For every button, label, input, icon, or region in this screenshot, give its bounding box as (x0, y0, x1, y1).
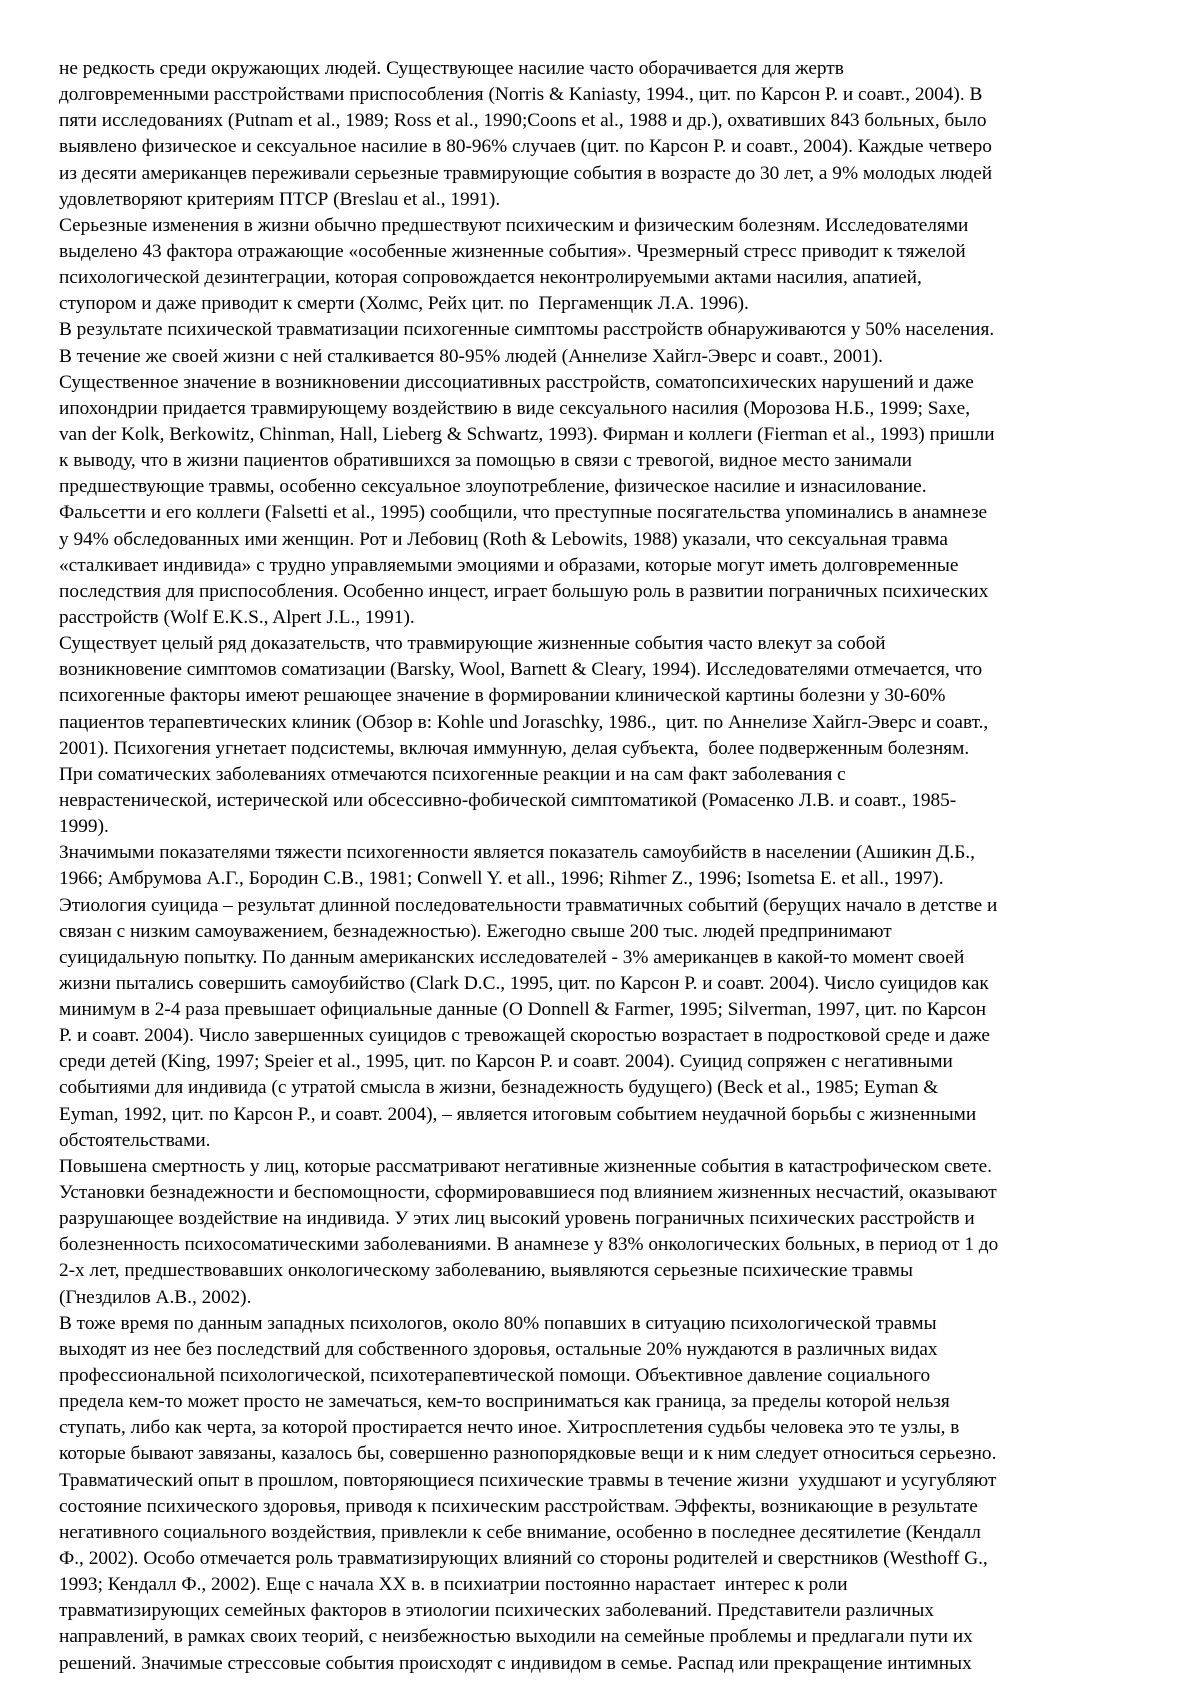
text-line: к выводу, что в жизни пациентов обратившихся за помощью в связи с тревогой, видное место занимали (59, 450, 912, 472)
text-line: ступать, либо как черта, за которой простирается нечто иное. Хитросплетения судьбы человека это те узлы, в (59, 1417, 960, 1439)
text-line: Значимыми показателями тяжести психогенности является показатель самоубийств в населении (Ашикин Д.Б., (59, 842, 975, 864)
text-line: среди детей (King, 1997; Speier et al., 1995, цит. по Карсон Р. и соавт. 2004). Суицид сопряжен с негативными (59, 1051, 953, 1073)
text-line: направлений, в рамках своих теорий, с неизбежностью выходили на семейные проблемы и предлагали пути их (59, 1626, 973, 1648)
text-line: болезненность психосоматическими заболеваниями. В анамнезе у 83% онкологических больных, в период от 1 до (59, 1234, 999, 1256)
text-line: долговременными расстройствами приспособления (Norris & Kaniasty, 1994., цит. по Карсон Р. и соавт., 2004). В (59, 84, 983, 106)
text-line: В течение же своей жизни с ней сталкивается 80-95% людей (Аннелизе Хайгл-Эверс и соавт., 2001). (59, 345, 883, 367)
text-line: «сталкивает индивида» с трудно управляемыми эмоциями и образами, которые могут иметь долговременные (59, 554, 959, 576)
text-line: суицидальную попытку. По данным американских исследователей - 3% американцев в какой-то момент своей (59, 946, 965, 968)
text-line: 2-х лет, предшествовавших онкологическому заболеванию, выявляются серьезные психические травмы (59, 1260, 913, 1282)
text-line: 1999). (59, 816, 109, 838)
text-line: психогенные факторы имеют решающее значение в формировании клинической картины болезни у 30-60% (59, 685, 946, 707)
text-line: травматизирующих семейных факторов в этиологии психических заболеваний. Представители различных (59, 1600, 934, 1622)
text-line: возникновение симптомов соматизации (Barsky, Wool, Barnett & Cleary, 1994). Исследователями отмечается, что (59, 659, 983, 681)
text-line: Существует целый ряд доказательств, что травмирующие жизненные события часто влекут за собой (59, 633, 886, 655)
text-line: неврастенической, истерической или обсессивно-фобической симптоматикой (Ромасенко Л.В. и соавт., 1985- (59, 789, 957, 811)
text-line: Р. и соавт. 2004). Число завершенных суицидов с тревожащей скоростью возрастает в подростковой среде и даже (59, 1025, 990, 1047)
text-line: предела кем-то может просто не замечаться, кем-то восприниматься как граница, за пределы которой нельзя (59, 1391, 950, 1413)
text-line: решений. Значимые стрессовые события происходят с индивидом в семье. Распад или прекращение интимных (59, 1652, 972, 1674)
text-line: событиями для индивида (с утратой смысла в жизни, безнадежность будущего) (Beck et al., 1985; Eyman & (59, 1077, 939, 1099)
text-line: связан с низким самоуважением, безнадежностью). Ежегодно свыше 200 тыс. людей предпринимают (59, 920, 892, 942)
text-line: выявлено физическое и сексуальное насилие в 80-96% случаев (цит. по Карсон Р. и соавт., 2004). Каждые четверо (59, 136, 992, 158)
text-line: пациентов терапевтических клиник (Обзор в: Kohle und Joraschky, 1986., цит. по Аннелизе Хайгл-Эверс и соавт., (59, 711, 989, 733)
text-line: выделено 43 фактора отражающие «особенные жизненные события». Чрезмерный стресс приводит к тяжелой (59, 240, 966, 262)
text-line: В тоже время по данным западных психологов, около 80% попавших в ситуацию психологической травмы (59, 1312, 937, 1334)
text-line: состояние психического здоровья, приводя к психическим расстройствам. Эффекты, возникающие в результате (59, 1495, 978, 1517)
text-line: из десяти американцев переживали серьезные травмирующие события в возрасте до 30 лет, а 9% молодых людей (59, 162, 993, 184)
text-line: Фальсетти и его коллеги (Falsetti et al., 1995) сообщили, что преступные посягательства упоминались в анамнезе (59, 502, 988, 524)
text-line: психологической дезинтеграции, которая сопровождается неконтролируемыми актами насилия, апатией, (59, 267, 922, 289)
text-line: Установки безнадежности и беспомощности, сформировавшиеся под влиянием жизненных несчастий, оказывают (59, 1182, 997, 1204)
text-line: ступором и даже приводит к смерти (Холмс, Рейх цит. по Пергаменщик Л.А. 1996). (59, 293, 749, 315)
text-line: которые бывают завязаны, казалось бы, совершенно разнопорядковые вещи и к ним следует относиться серьезно. (59, 1443, 997, 1465)
text-line: (Гнездилов А.В., 2002). (59, 1286, 252, 1308)
text-line: разрушающее воздействие на индивида. У этих лиц высокий уровень пограничных психических расстройств и (59, 1208, 975, 1230)
text-line: 1966; Амбрумова А.Г., Бородин С.В., 1981; Conwell Y. et all., 1996; Rihmer Z., 1996; Isometsa E. et all., 1997). (59, 868, 944, 890)
text-line: профессиональной психологической, психотерапевтической помощи. Объективное давление социального (59, 1365, 931, 1387)
text-line: обстоятельствами. (59, 1129, 211, 1151)
text-line: жизни пытались совершить самоубийство (Clark D.C., 1995, цит. по Карсон Р. и соавт. 2004). Число суицидов как (59, 972, 989, 994)
text-line: Этиология суицида – результат длинной последовательности травматичных событий (берущих начало в детстве и (59, 894, 998, 916)
text-line: Eyman, 1992, цит. по Карсон Р., и соавт. 2004), – является итоговым событием неудачной борьбы с жизненными (59, 1103, 977, 1125)
text-line: предшествующие травмы, особенно сексуальное злоупотребление, физическое насилие и изнасилование. (59, 476, 927, 498)
text-line: удовлетворяют критериям ПТСР (Breslau et al., 1991). (59, 188, 501, 210)
text-line: расстройств (Wolf E.K.S., Alpert J.L., 1991). (59, 606, 415, 628)
text-line: Ф., 2002). Особо отмечается роль травматизирующих влияний со стороны родителей и сверстников (Westhoff G., (59, 1548, 988, 1570)
text-line: негативного социального воздействия, привлекли к себе внимание, особенно в последнее десятилетие (Кендалл (59, 1521, 981, 1543)
text-line: у 94% обследованных ими женщин. Рот и Лебовиц (Roth & Lebowits, 1988) указали, что сексуальная травма (59, 528, 948, 550)
text-line: выходят из нее без последствий для собственного здоровья, остальные 20% нуждаются в различных видах (59, 1338, 938, 1360)
text-line: пяти исследованиях (Putnam et al., 1989; Ross et al., 1990;Coons et al., 1988 и др.), охвативших 843 больных, было (59, 110, 987, 132)
text-line: Существенное значение в возникновении диссоциативных расстройств, соматопсихических нарушений и даже (59, 371, 974, 393)
text-line: ипохондрии придается травмирующему воздействию в виде сексуального насилия (Морозова Н.Б., 1999; Saxe, (59, 397, 971, 419)
text-line: 1993; Кендалл Ф., 2002). Еще с начала XX в. в психиатрии постоянно нарастает интерес к роли (59, 1574, 848, 1596)
text-line: Серьезные изменения в жизни обычно предшествуют психическим и физическим болезням. Исследователями (59, 214, 969, 236)
text-line: В результате психической травматизации психогенные симптомы расстройств обнаруживаются у 50% населения. (59, 319, 995, 341)
text-line: Травматический опыт в прошлом, повторяющиеся психические травмы в течение жизни ухудшают и усугубляют (59, 1469, 997, 1491)
text-line: минимум в 2-4 раза превышает официальные данные (O Donnell & Farmer, 1995; Silverman, 1997, цит. по Карсон (59, 999, 987, 1021)
text-line: Повышена смертность у лиц, которые рассматривают негативные жизненные события в катастрофическом свете. (59, 1155, 993, 1177)
text-line: не редкость среди окружающих людей. Существующее насилие часто оборачивается для жертв (59, 58, 844, 79)
document-body-text (59, 56, 1151, 1677)
text-line: При соматических заболеваниях отмечаются психогенные реакции и на сам факт заболевания с (59, 763, 846, 785)
text-line: van der Kolk, Berkowitz, Chinman, Hall, Lieberg & Schwartz, 1993). Фирман и коллеги (Fierman et al., 1993) пришли (59, 423, 995, 445)
text-line: последствия для приспособления. Особенно инцест, играет большую роль в развитии пограничных психических (59, 580, 989, 602)
text-line: 2001). Психогения угнетает подсистемы, включая иммунную, делая субъекта, более подверженным болезням. (59, 737, 970, 759)
